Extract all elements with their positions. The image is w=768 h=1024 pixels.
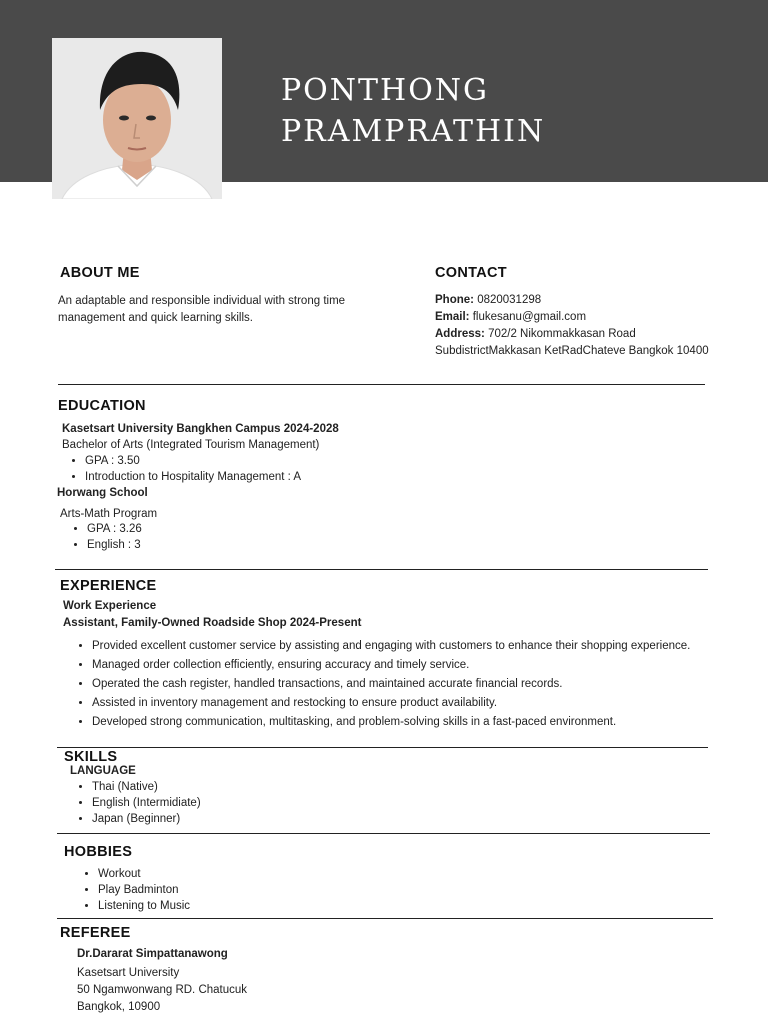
- skills-heading: SKILLS: [64, 749, 118, 765]
- school-title: Horwang School: [57, 487, 148, 499]
- divider: [57, 918, 713, 919]
- address-line-2: SubdistrictMakkasan KetRadChateve Bangkok 10400: [435, 345, 709, 357]
- divider: [57, 747, 708, 748]
- experience-heading: EXPERIENCE: [60, 578, 157, 594]
- university-degree: Bachelor of Arts (Integrated Tourism Management): [62, 439, 320, 451]
- email-value: flukesanu@gmail.com: [472, 311, 587, 323]
- university-details-list: [61, 453, 301, 485]
- divider: [57, 833, 710, 834]
- phone-label: Phone:: [435, 294, 474, 306]
- referee-line-2: 50 Ngamwonwang RD. Chatucuk: [77, 984, 248, 996]
- list-item: • Japan (Beginner): [92, 811, 201, 827]
- hobbies-list: [74, 866, 190, 914]
- address-label: Address:: [435, 328, 485, 340]
- contact-heading: CONTACT: [435, 265, 507, 281]
- address-line-1: 702/2 Nikommakkasan Road: [488, 328, 636, 340]
- divider: [58, 384, 705, 385]
- list-item: • Assisted in inventory management and restocking to ensure product availability.: [92, 694, 690, 713]
- list-item: • Thai (Native): [92, 779, 201, 795]
- candidate-name: [281, 70, 545, 152]
- phone-value: 0820031298: [477, 294, 542, 306]
- contact-address: [435, 326, 709, 343]
- school-details-list: [63, 521, 142, 553]
- list-item: • Introduction to Hospitality Management : A: [85, 469, 301, 485]
- about-line-2: management and quick learning skills.: [58, 312, 253, 324]
- name-line-1: PONTHONG: [281, 73, 490, 108]
- skills-subheading: LANGUAGE: [70, 765, 136, 777]
- contact-details: [435, 292, 709, 360]
- school-program: Arts-Math Program: [60, 508, 158, 520]
- list-item: • Managed order collection efficiently, ensuring accuracy and timely service.: [92, 656, 690, 675]
- list-item: • Play Badminton: [98, 882, 190, 898]
- experience-role: Assistant, Family-Owned Roadside Shop 2024-Present: [63, 617, 362, 629]
- list-item: • GPA : 3.26: [87, 521, 142, 537]
- list-item: • Developed strong communication, multitasking, and problem-solving skills in a fast-paced environment.: [92, 713, 690, 732]
- profile-photo: [52, 38, 222, 199]
- skills-list: [68, 779, 201, 827]
- email-label: Email:: [435, 311, 470, 323]
- referee-address: [77, 965, 247, 1016]
- divider: [55, 569, 708, 570]
- education-heading: EDUCATION: [58, 398, 146, 414]
- about-heading: ABOUT ME: [60, 265, 140, 281]
- list-item: • English (Intermidiate): [92, 795, 201, 811]
- hobbies-heading: HOBBIES: [64, 844, 133, 860]
- about-line-1: An adaptable and responsible individual with strong time: [58, 295, 346, 307]
- contact-email: [435, 309, 709, 326]
- contact-phone: [435, 292, 709, 309]
- list-item: • Listening to Music: [98, 898, 190, 914]
- about-text: [58, 293, 345, 327]
- experience-subheading: Work Experience: [63, 600, 157, 612]
- university-title: Kasetsart University Bangkhen Campus 2024-2028: [62, 423, 339, 435]
- list-item: • Operated the cash register, handled transactions, and maintained accurate financial records.: [92, 675, 690, 694]
- referee-heading: REFEREE: [60, 925, 131, 941]
- name-line-2: PRAMPRATHIN: [281, 114, 546, 149]
- list-item: • English : 3: [87, 537, 142, 553]
- referee-line-3: Bangkok, 10900: [77, 1001, 161, 1013]
- referee-line-1: Kasetsart University: [77, 967, 180, 979]
- list-item: • Provided excellent customer service by assisting and engaging with customers to enhance their shopping experience.: [92, 637, 690, 656]
- referee-name: Dr.Dararat Simpattanawong: [77, 948, 228, 960]
- list-item: • GPA : 3.50: [85, 453, 301, 469]
- list-item: • Workout: [98, 866, 190, 882]
- experience-list: [68, 637, 690, 732]
